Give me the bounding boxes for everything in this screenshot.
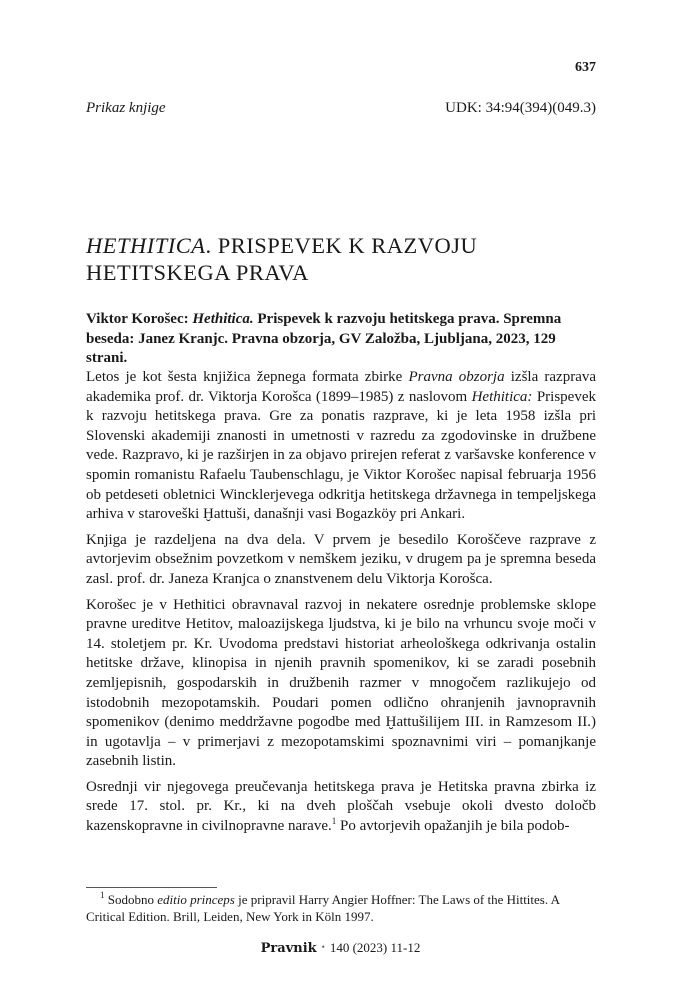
separator-dot: •	[321, 942, 325, 952]
citation-details: Prispevek k razvoju hetitskega prava. Spremna beseda: Janez Kranjc. Pravna obzorja, GV Založba, Ljubljana, 2023, 129 strani.	[86, 311, 562, 366]
p1-book-title: Hethitica:	[471, 388, 533, 405]
citation-author: Viktor Korošec:	[86, 311, 193, 327]
p1-text-c: izšla razprava akademika prof. dr. Viktorja Korošca (1899–1985) z naslovom	[86, 369, 597, 405]
footnote-text-c: je pripravil Harry Angier Hoffner: The Laws of the Hittites. A Critical Edition. Brill, Leiden, New York in Köln 1997.	[86, 892, 560, 924]
article-title	[86, 232, 596, 286]
footnote-ref-1[interactable]: 1	[331, 816, 337, 827]
title-italic: HETHITICA	[86, 233, 206, 258]
page-number: 637	[575, 60, 596, 75]
paragraph-4	[86, 778, 596, 837]
paragraph-2: Knjiga je razdeljena na dva dela. V prvem je besedilo Koroščeve razprave z avtorjevim obsežnim povzetkom v nemškem jeziku, v drugem pa je spremna beseda zasl. prof. dr. Janeza Kranjca o znanstvenem delu Viktorja Korošca.	[86, 531, 596, 587]
journal-issue: 140 (2023) 11-12	[329, 940, 421, 955]
title-line2: HETITSKEGA PRAVA	[86, 260, 309, 285]
running-header	[86, 100, 596, 117]
footnote-number: 1	[100, 890, 105, 900]
footnote-italic: editio princeps	[157, 892, 235, 907]
p4-text-a: Osrednji vir njegovega preučevanja hetitskega prava je Hetitska pravna zbirka iz srede 17. stol. pr. Kr., ki na dveh ploščah vsebuje okoli dvesto določb kazenskopravne in civilnopravne narave.	[86, 778, 596, 835]
footnote-1	[86, 891, 596, 925]
paragraph-1	[86, 368, 596, 525]
p1-series-name: Pravna obzorja	[408, 369, 505, 385]
citation-book-title: Hethitica.	[192, 311, 254, 327]
footnote-divider	[86, 887, 217, 888]
journal-name: Pravnik	[260, 941, 317, 956]
p1-text-e: Prispevek k razvoju hetitskega prava. Gre za ponatis razprave, ki je leta 1958 izšla pri Slovenski akademiji znanosti in umetnosti v razredu za zgodovinske in družbene vede. Razpravo, ki je razširjen in za objavo prirejen referat z varšavske konference v spomin romanistu Rafaelu Taubenschlagu, je Viktor Korošec napisal februarja 1956 ob petdeseti obletnici Wincklerjevega odkritja hetitskega državnega in tempeljskega arhiva v staroveški Ḫattuši, današnji vasi Bogazköy pri Ankari.	[86, 388, 596, 523]
footnote-text-a: Sodobno	[104, 892, 158, 907]
article-body	[86, 368, 596, 843]
p4-text-b: Po avtorjevih opažanjih je bila podob-	[336, 818, 570, 835]
section-label: Prikaz knjige	[86, 100, 166, 116]
udk-code: UDK: 34:94(394)(049.3)	[445, 100, 596, 116]
p1-text-a: Letos je kot šesta knjižica žepnega formata zbirke	[86, 369, 409, 385]
title-line1-rest: . PRISPEVEK K RAZVOJU	[205, 233, 478, 258]
book-citation	[86, 310, 596, 369]
page-footer	[0, 940, 681, 956]
paragraph-3: Korošec je v Hethitici obravnaval razvoj in nekatere osrednje problemske sklope pravne ureditve Hetitov, maloazijskega ljudstva, ki je bilo na vrhuncu svoje moči v 14. stoletjem pr. Kr. Uvodoma predstavi historiat arheološkega odkrivanja ostalin hetitske države, klinopisa in njenih pravnih spomenikov, ki se zaradi posebnih zemljepisnih, gospodarskih in družbenih razmer v mnogočem razlikujejo od istodobnih mezopotamskih. Poudari pomen odlično ohranjenih javnopravnih spomenikov (denimo meddržavne pogodbe med Ḫattušilijem III. in Ramzesom II.) in ugotavlja – v primerjavi z mezopotamskimi spoznavnimi viri – pomanjkanje zasebnih listin.	[86, 596, 596, 770]
